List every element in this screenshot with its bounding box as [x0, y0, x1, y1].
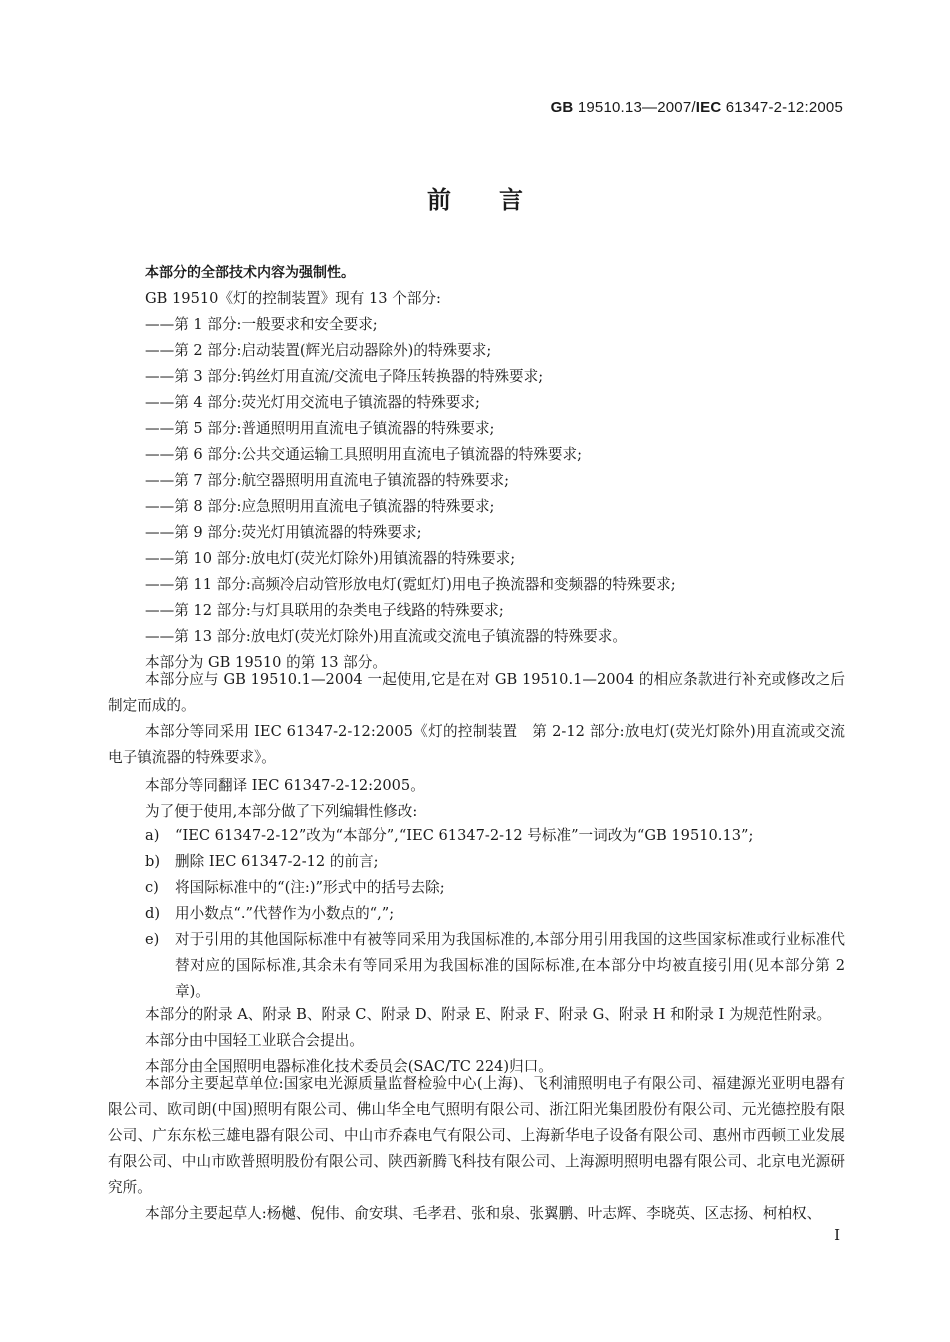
list-item: ——第 8 部分:应急照明用直流电子镇流器的特殊要求; [145, 498, 495, 515]
annex-paragraph: 本部分的附录 A、附录 B、附录 C、附录 D、附录 E、附录 F、附录 G、附录 H 和附录 I 为规范性附录。 [145, 1006, 832, 1023]
list-item: ——第 9 部分:荧光灯用镇流器的特殊要求; [145, 524, 422, 541]
edit-item [145, 901, 845, 927]
standard-code: GB 19510.13—2007/IEC 61347-2-12:2005 [550, 99, 843, 116]
list-item: ——第 11 部分:高频冷启动管形放电灯(霓虹灯)用电子换流器和变频器的特殊要求; [145, 576, 676, 593]
edit-item-label: e) [145, 931, 160, 948]
use-paragraph: 本部分应与 GB 19510.1—2004 一起使用,它是在对 GB 19510.1—2004 的相应条款进行补充或修改之后制定而成的。 [108, 671, 845, 714]
edit-item-text: “IEC 61347-2-12”改为“本部分”,“IEC 61347-2-12 号标准”一词改为“GB 19510.13”; [175, 827, 754, 844]
list-item: ——第 10 部分:放电灯(荧光灯除外)用镇流器的特殊要求; [145, 550, 516, 567]
part13-paragraph: 本部分为 GB 19510 的第 13 部分。 [145, 654, 387, 671]
adopt-paragraph: 本部分等同采用 IEC 61347-2-12:2005《灯的控制装置 第 2-12 部分:放电灯(荧光灯除外)用直流或交流电子镇流器的特殊要求》。 [108, 723, 845, 766]
edit-item [145, 875, 845, 901]
edit-item-label: d) [145, 905, 161, 922]
list-item: ——第 7 部分:航空器照明用直流电子镇流器的特殊要求; [145, 472, 510, 489]
edit-item-label: c) [145, 879, 159, 896]
list-item: ——第 13 部分:放电灯(荧光灯除外)用直流或交流电子镇流器的特殊要求。 [145, 628, 627, 645]
managed-paragraph: 本部分由全国照明电器标准化技术委员会(SAC/TC 224)归口。 [145, 1058, 553, 1075]
list-item: ——第 4 部分:荧光灯用交流电子镇流器的特殊要求; [145, 394, 480, 411]
list-item: ——第 5 部分:普通照明用直流电子镇流器的特殊要求; [145, 420, 495, 437]
edit-item-text: 用小数点“.”代替作为小数点的“,”; [175, 905, 395, 922]
edit-item-text: 将国际标准中的“(注:)”形式中的括号去除; [175, 879, 445, 896]
drafters-paragraph: 本部分主要起草人:杨樾、倪伟、俞安琪、毛孝君、张和泉、张翼鹏、叶志辉、李晓英、区志扬、柯柏权、 [145, 1205, 822, 1222]
edit-item-text: 对于引用的其他国际标准中有被等同采用为我国标准的,本部分用引用我国的这些国家标准或行业标准代替对应的国际标准,其余未有等同采用为我国标准的国际标准,在本部分中均被直接引用(见本部分第 2 章)。 [175, 931, 845, 1000]
intro-line: GB 19510《灯的控制装置》现有 13 个部分: [145, 290, 441, 307]
edit-intro: 为了便于使用,本部分做了下列编辑性修改: [145, 803, 418, 820]
edit-item [145, 927, 845, 1005]
edit-item-text: 删除 IEC 61347-2-12 的前言; [175, 853, 379, 870]
list-item: ——第 6 部分:公共交通运输工具照明用直流电子镇流器的特殊要求; [145, 446, 583, 463]
edit-item-label: b) [145, 853, 161, 870]
units-paragraph: 本部分主要起草单位:国家电光源质量监督检验中心(上海)、飞利浦照明电子有限公司、福建源光亚明电器有限公司、欧司朗(中国)照明有限公司、佛山华全电气照明有限公司、浙江阳光集团股份有限公司、元光德控股有限公司、广东东松三雄电器有限公司、中山市乔森电气有限公司、上海新华电子设备有限公司、惠州市西顿工业发展有限公司、中山市欧普照明股份有限公司、陕西新腾飞科技有限公司、上海源明照明电器有限公司、北京电光源研究所。 [108, 1075, 845, 1196]
mandatory-statement: 本部分的全部技术内容为强制性。 [145, 265, 355, 281]
list-item: ——第 2 部分:启动装置(辉光启动器除外)的特殊要求; [145, 342, 492, 359]
page-number: I [834, 1226, 840, 1244]
list-item: ——第 3 部分:钨丝灯用直流/交流电子降压转换器的特殊要求; [145, 368, 544, 385]
edit-item [145, 849, 845, 875]
edit-item [145, 823, 845, 849]
proposed-paragraph: 本部分由中国轻工业联合会提出。 [145, 1032, 364, 1049]
list-item: ——第 1 部分:一般要求和安全要求; [145, 316, 378, 333]
edit-item-label: a) [145, 827, 160, 844]
list-item: ——第 12 部分:与灯具联用的杂类电子线路的特殊要求; [145, 602, 504, 619]
translate-paragraph: 本部分等同翻译 IEC 61347-2-12:2005。 [145, 777, 425, 794]
page-title: 前言 [427, 186, 571, 214]
